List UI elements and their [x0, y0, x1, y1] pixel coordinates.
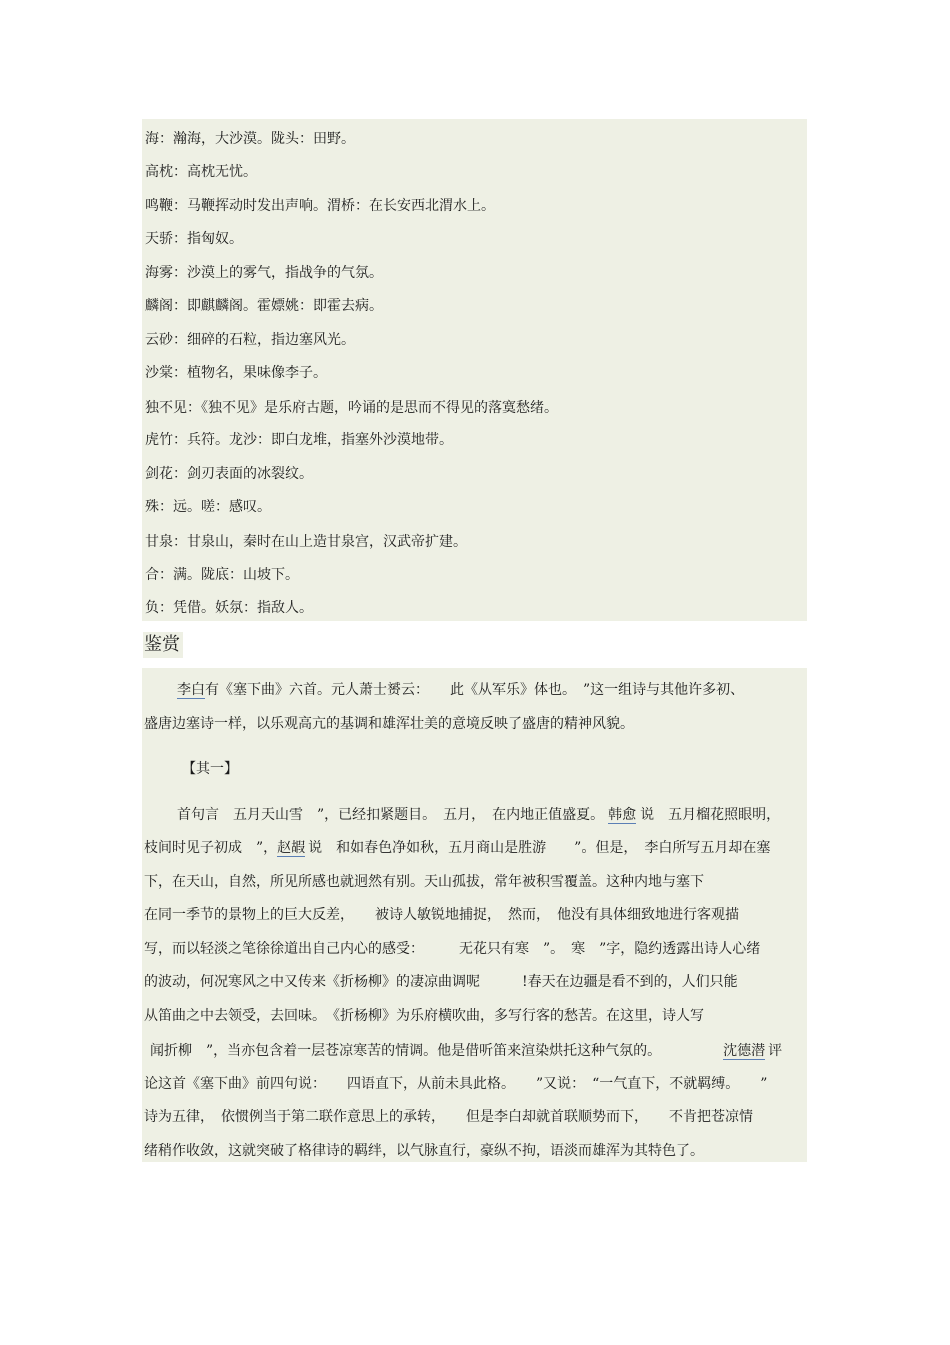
- appreciation-panel: [142, 668, 807, 1162]
- body-line: 诗为五律， 依惯例当于第二联作意思上的承转， 但是李白却就首联顺势而下， 不肯把苍凉情: [144, 1109, 753, 1125]
- body-text: 首句言 五月天山雪 ”，已经扣紧题目。 五月， 在内地正值盛夏。: [177, 807, 605, 823]
- body-line: [177, 805, 780, 825]
- body-line: 绪稍作收敛，这就突破了格律诗的羁绊，以气脉直行，豪纵不拘，语淡而雄浑为其特色了。: [144, 1143, 704, 1159]
- body-line: 下，在天山，自然，所见所感也就迥然有别。天山孤拔，常年被积雪覆盖。这种内地与塞下: [144, 874, 704, 890]
- body-line: 论这首《塞下曲》前四句说： 四语直下，从前未具此格。 ”又说： “一气直下，不就羁缚。 ”: [144, 1076, 768, 1092]
- note-line: 负：凭借。妖氛：指敌人。: [145, 600, 313, 616]
- note-line: 殊：远。嗟：感叹。: [145, 499, 271, 515]
- note-line: 鸣鞭：马鞭挥动时发出声响。渭桥：在长安西北渭水上。: [145, 198, 495, 214]
- note-line: 独不见：《独不见》是乐府古题，吟诵的是思而不得见的落寞愁绪。: [145, 400, 558, 416]
- body-text: 闻折柳 ”，当亦包含着一层苍凉寒苦的情调。他是借听笛来渲染烘托这种气氛的。: [150, 1043, 662, 1059]
- intro-line: 盛唐边塞诗一样，以乐观高亢的基调和雄浑壮美的意境反映了盛唐的精神风貌。: [144, 716, 634, 732]
- body-line: 的波动，何况寒风之中又传来《折杨柳》的凄凉曲调呢 !春天在边疆是看不到的，人们只能: [144, 974, 738, 990]
- author-link-libai[interactable]: 李白: [177, 682, 205, 698]
- notes-panel: [142, 119, 807, 621]
- poem-subheading: 【其一】: [182, 761, 238, 777]
- body-line: 从笛曲之中去领受，去回味。 《折杨柳》为乐府横吹曲，多写行客的愁苦。在这里，诗人写: [144, 1008, 704, 1024]
- body-line: [150, 1041, 782, 1061]
- body-line: 写，而以轻淡之笔徐徐道出自己内心的感受： 无花只有寒 ”。 寒 ”字，隐约透露出诗人心绪: [144, 941, 761, 957]
- author-link-hanyu[interactable]: 韩愈: [608, 807, 637, 823]
- intro-text: 有《塞下曲》六首。元人萧士赟云： 此《从军乐》体也。 ”这一组诗与其他许多初、: [205, 682, 745, 698]
- note-line: 合：满。陇底：山坡下。: [145, 567, 299, 583]
- author-link-zhaogu[interactable]: 赵嘏: [277, 840, 306, 856]
- note-line: 沙棠：植物名，果味像李子。: [145, 365, 327, 381]
- note-line: 高枕：高枕无忧。: [145, 164, 257, 180]
- intro-line: [177, 680, 744, 700]
- body-text: 说 和如春色净如秋，五月商山是胜游 ”。但是， 李白所写五月却在塞: [308, 840, 771, 856]
- note-line: 剑花：剑刃表面的冰裂纹。: [145, 466, 313, 482]
- author-link-shendeqian[interactable]: 沈德潜: [723, 1043, 766, 1059]
- note-line: 海：瀚海，大沙漠。陇头：田野。: [145, 131, 355, 147]
- note-line: 麟阁：即麒麟阁。霍嫖姚：即霍去病。: [145, 298, 383, 314]
- body-line: [144, 838, 770, 858]
- note-line: 海雾：沙漠上的雾气，指战争的气氛。: [145, 265, 383, 281]
- body-text: 枝间时见子初成 ”，: [144, 840, 278, 856]
- section-title: 鉴赏: [143, 632, 183, 658]
- note-line: 虎竹：兵符。龙沙：即白龙堆，指塞外沙漠地带。: [145, 432, 453, 448]
- body-text: 评: [768, 1043, 783, 1059]
- note-line: 天骄：指匈奴。: [145, 231, 243, 247]
- body-text: 说 五月榴花照眼明，: [640, 807, 781, 823]
- note-line: 甘泉：甘泉山，秦时在山上造甘泉宫，汉武帝扩建。: [145, 534, 467, 550]
- note-line: 云砂：细碎的石粒，指边塞风光。: [145, 332, 355, 348]
- body-line: 在同一季节的景物上的巨大反差， 被诗人敏锐地捕捉， 然而， 他没有具体细致地进行客观描: [144, 907, 739, 923]
